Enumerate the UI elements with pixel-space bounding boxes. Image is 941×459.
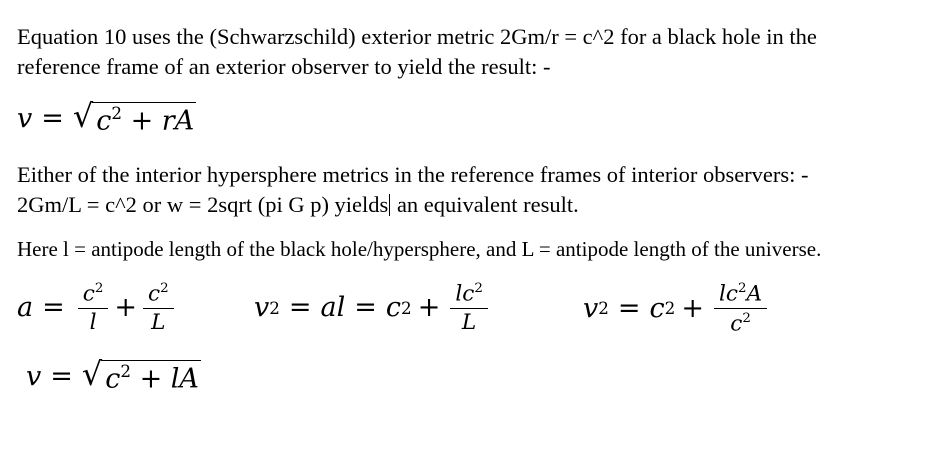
equation-velocity-squared-general xyxy=(583,282,771,335)
math-variable: c xyxy=(82,281,95,307)
square-root xyxy=(81,355,201,395)
math-operator: + xyxy=(114,292,137,324)
math-exponent: 2 xyxy=(474,281,483,296)
math-variable: v xyxy=(26,361,42,393)
math-exponent: 2 xyxy=(160,281,169,296)
math-exponent: 2 xyxy=(94,281,104,296)
math-variable: c xyxy=(147,281,161,307)
radicand xyxy=(92,102,196,136)
paragraph-line: Equation 10 uses the (Schwarzschild) exterior metric 2Gm/r = c^2 for a black hole in the xyxy=(17,24,817,49)
math-operator: = xyxy=(50,361,73,393)
radical-sign-icon: √ xyxy=(72,97,94,135)
equation-acceleration xyxy=(17,282,178,333)
math-variable: c xyxy=(649,292,665,324)
math-operator: = xyxy=(354,292,377,324)
paragraph-line: Either of the interior hypersphere metrics in the reference frames of interior observers: - xyxy=(17,162,809,187)
math-variable: c xyxy=(385,292,402,324)
math-exponent: 2 xyxy=(111,103,122,123)
math-fraction xyxy=(78,282,109,333)
math-exponent: 2 xyxy=(120,361,131,381)
math-term: lc xyxy=(455,281,475,307)
math-variable: c xyxy=(730,311,743,337)
math-operator: = xyxy=(288,292,312,324)
math-variable: a xyxy=(17,292,34,324)
math-term: lc xyxy=(718,281,738,307)
math-exponent: 2 xyxy=(401,297,412,318)
math-variable: A xyxy=(746,281,763,307)
equation-velocity-squared-interior xyxy=(254,282,492,333)
math-exponent: 2 xyxy=(664,298,676,319)
math-operator: = xyxy=(42,292,65,324)
math-variable: v xyxy=(17,103,33,135)
math-exponent: 2 xyxy=(269,297,280,318)
paragraph-line xyxy=(17,190,809,220)
paragraph-interior-metrics xyxy=(17,160,809,220)
math-exponent: 2 xyxy=(737,281,747,296)
math-variable: L xyxy=(461,309,477,335)
math-term: + rA xyxy=(130,105,195,137)
paragraph-line: reference frame of an exterior observer to yield the result: - xyxy=(17,54,551,79)
math-variable: c xyxy=(96,105,112,137)
paragraph-definitions xyxy=(17,234,821,264)
square-root xyxy=(72,97,196,137)
math-operator: + xyxy=(681,292,704,324)
radicand xyxy=(101,360,201,394)
radical-sign-icon: √ xyxy=(81,355,103,393)
math-fraction xyxy=(450,282,488,333)
math-operator: = xyxy=(41,103,64,135)
math-operator: + xyxy=(417,292,441,324)
equation-interior-velocity xyxy=(26,355,201,395)
math-exponent: 2 xyxy=(598,298,609,319)
paragraph-text: 2Gm/L = c^2 or w = 2sqrt (pi G p) yields xyxy=(17,192,389,217)
math-variable: v xyxy=(583,292,599,324)
math-fraction xyxy=(143,282,174,333)
math-operator: = xyxy=(617,292,641,324)
math-term: + lA xyxy=(139,363,199,395)
paragraph-line: Here l = antipode length of the black hole/hypersphere, and L = antipode length of the universe. xyxy=(17,237,822,261)
paragraph-exterior-metric xyxy=(17,22,817,82)
math-variable: L xyxy=(151,309,166,335)
paragraph-text: an equivalent result. xyxy=(391,192,579,217)
math-variable: c xyxy=(105,363,121,395)
math-variable: l xyxy=(89,309,97,335)
equation-exterior-velocity xyxy=(17,97,196,137)
math-term: al xyxy=(320,292,346,324)
math-exponent: 2 xyxy=(742,310,751,326)
math-fraction xyxy=(714,282,767,335)
math-variable: v xyxy=(254,292,270,324)
